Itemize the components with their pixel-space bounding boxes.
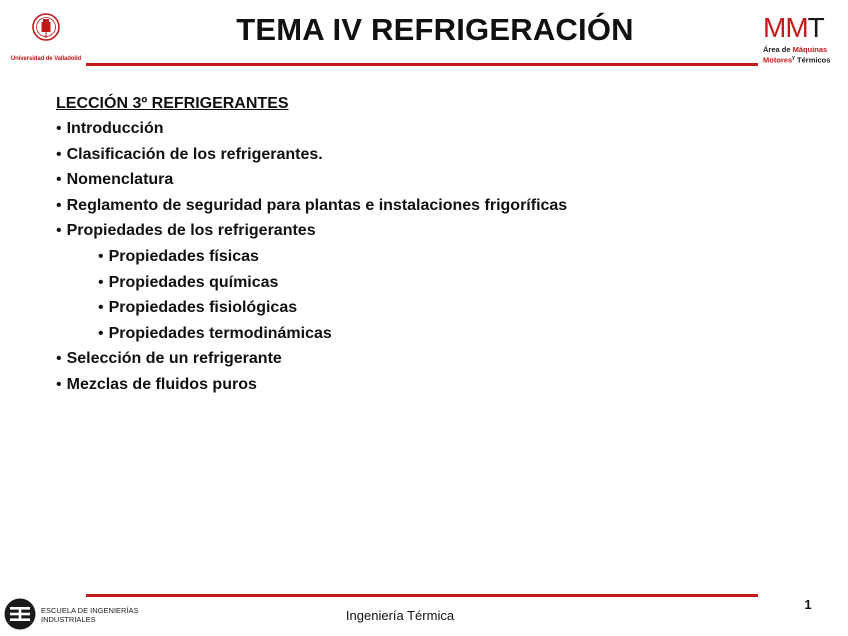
lesson-subtopic-item [56,298,776,324]
title-divider [86,63,758,66]
page-title: TEMA IV REFRIGERACIÓN [236,12,634,47]
lesson-subtopic-item [56,273,776,299]
bullet-icon: • [56,171,62,189]
lesson-topic-item [56,145,776,171]
mmt-line2-y: y [792,55,795,61]
footer-divider [86,594,758,597]
lesson-item-text: Propiedades químicas [108,273,279,291]
lesson-topic-list [56,119,776,401]
lesson-item-text: Propiedades termodinámicas [108,324,332,342]
school-name [41,606,139,624]
bullet-icon: • [56,350,62,368]
lesson-item-text: Mezclas de fluidos puros [66,375,257,393]
lesson-item-text: Propiedades de los refrigerantes [66,222,316,240]
lesson-title: LECCIÓN 3º REFRIGERANTES [56,95,289,112]
page-number: 1 [804,597,812,612]
bullet-icon: • [56,120,62,137]
mmt-logo-line2 [763,55,830,65]
university-name: Universidad de Valladolid [10,56,82,62]
mmt-line1-area: Área de [763,45,793,54]
lesson-topic-item [56,170,776,196]
school-name-line2: INDUSTRIALES [41,615,96,624]
lesson-topic-item [56,349,776,375]
footer-subject: Ingeniería Térmica [345,608,455,623]
mmt-logo-letters [763,14,824,42]
bullet-icon: • [56,145,62,163]
bullet-icon: • [56,375,62,393]
lesson-item-text: Propiedades fisiológicas [108,299,298,317]
mmt-logo-line1 [763,45,827,54]
lesson-topic-item [56,119,776,145]
school-name-line1: ESCUELA DE INGENIERÍAS [41,606,139,615]
university-logo [4,8,88,68]
mmt-letter-t: T [807,12,824,43]
lesson-item-text: Clasificación de los refrigerantes. [66,145,323,163]
mmt-letter-m1: M [763,12,786,43]
mmt-letter-m2: M [785,12,808,43]
mmt-line2-termicos: Térmicos [794,55,831,65]
lesson-subtopic-item [56,247,776,273]
bullet-icon: • [98,273,104,291]
school-emblem-icon [4,598,36,630]
lesson-subtopic-item [56,324,776,350]
bullet-icon: • [98,247,104,265]
mmt-line1-maquinas: Máquinas [792,45,828,54]
lesson-content [56,94,776,401]
lesson-topic-item [56,375,776,401]
school-logo [4,598,154,632]
lesson-item-text: Introducción [66,120,164,137]
bullet-icon: • [56,222,62,240]
lesson-topic-item [56,221,776,247]
lesson-topic-item [56,196,776,222]
lesson-item-text: Nomenclatura [66,171,174,189]
mmt-logo [763,14,845,68]
bullet-icon: • [98,299,104,317]
mmt-line2-motores: Motores [763,55,793,65]
university-crest-icon [31,12,61,48]
lesson-item-text: Propiedades físicas [108,247,259,265]
lesson-item-text: Selección de un refrigerante [66,350,282,368]
bullet-icon: • [98,324,104,342]
bullet-icon: • [56,196,62,214]
lesson-item-text: Reglamento de seguridad para plantas e instalaciones frigoríficas [66,196,568,214]
